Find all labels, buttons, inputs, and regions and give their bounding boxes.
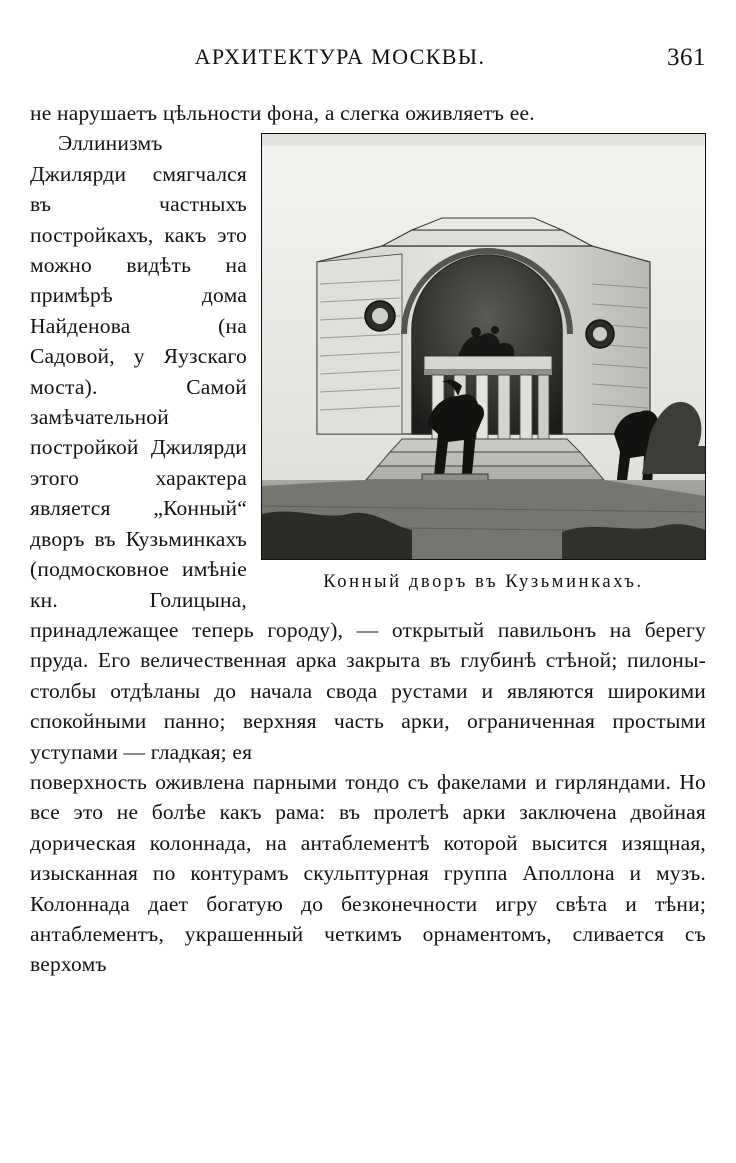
engraving-illustration	[262, 134, 705, 559]
running-head: АРХИТЕКТУРА МОСКВЫ.	[194, 44, 486, 69]
paragraph-main: Эллинизмъ Джилярди смягчался въ частныхъ постройкахъ, какъ это можно видѣть на примѣрѣ дома Найденова (на Садовой, у Яузскаго моста). Самой замѣчательной постройкой Джилярди этого характера является „Конный“ дворъ въ Кузьминкахъ (подмосковное имѣніе кн. Голицына, принадлежащее теперь городу), — открытый павильонъ на берегу пруда. Его величественная арка закрыта въ глубинѣ стѣной; пилоны-столбы отдѣланы до начала свода рустами и являются широкими спокойными панно; верхняя часть арки, ограниченная простыми уступами — гладкая; ея	[30, 131, 706, 764]
paragraph-main-continued: поверхность оживлена парными тондо съ факелами и гирляндами. Но все это не болѣе какъ рама: въ пролетѣ арки заключена двойная дорическая колоннада, на антаблементѣ которой высится изящная, изысканная по контурамъ скульптурная группа Аполлона и музъ. Колоннада дает богатую до безконечности игру свѣта и тѣни; антаблементъ, украшенный четкимъ орнаментомъ, сливается съ верхомъ	[30, 769, 706, 977]
body-text-column	[30, 98, 706, 980]
figure-image-frame	[261, 133, 706, 560]
figure-caption: Конный дворъ въ Кузьминкахъ.	[323, 572, 644, 593]
figure-block	[261, 133, 706, 594]
paragraph-continued: не нарушаетъ цѣльности фона, а слегка оживляетъ ее.	[30, 101, 535, 125]
page-number: 361	[667, 44, 706, 71]
page-header	[30, 44, 706, 78]
